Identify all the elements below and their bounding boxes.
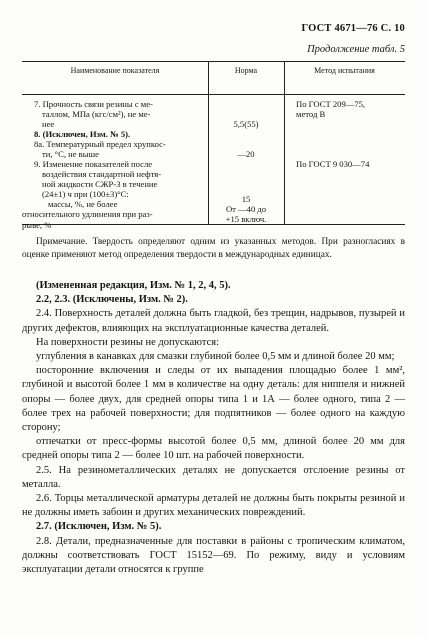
clause-2-4-item: углубления в канавках для смазки глубиной более 0,5 мм и длиной более 20 мм; xyxy=(36,351,395,363)
row-9-name: 9. Изменение показателей после воздействия стандартной нефтя- ной жидкости СЖР-3 в течение (24±1) ч при (100±3)°С: массы, %, не более относительного удлинения при раз- рыве, % xyxy=(22,159,162,230)
column-header-norm: Норма xyxy=(234,66,258,75)
row-9-norm-mass: 15 xyxy=(241,194,251,204)
clause-2-4-intro: На поверхности резины не допускаются: xyxy=(36,336,219,348)
clause-2-7: 2.7. (Исключен, Изм. № 5). xyxy=(36,521,162,533)
clause-2-4-item: посторонние включения и следы от их выпадения площадью более 1 мм², глубиной и высотой более 1 мм в количестве на одну деталь: для ниппеля и нижней опоры — более двух, для средней опоры типа 1 и 1А — более одного, типа 2 — более трех на рабочей поверхности; для подпятников — более одного на каждую сторону; xyxy=(22,365,405,434)
clause-2-4: 2.4. Поверхность деталей должна быть гладкой, без трещин, надрывов, пузырей и других дефектов, влияющих на эксплуатационные качества деталей. xyxy=(22,308,405,334)
row-7-method: По ГОСТ 209—75, метод В xyxy=(296,99,366,120)
table-continuation-label: Продолжение табл. 5 xyxy=(307,44,405,55)
clause-2-6: 2.6. Торцы металлической арматуры деталей не должны быть покрыты резиной и не должны иметь забоин и других механических повреждений. xyxy=(22,493,405,519)
clause-2-2-2-3: 2.2, 2.3. (Исключены, Изм. № 2). xyxy=(36,294,188,306)
column-header-method: Метод испытания xyxy=(314,66,375,75)
clause-2-8: 2.8. Детали, предназначенные для поставки в районы с тропическим климатом, должны соответствовать ГОСТ 15152—69. По режиму, виду и условиям эксплуатации детали относятся к группе xyxy=(22,535,405,576)
row-7-norm: 5,5(55) xyxy=(233,119,259,129)
row-7-name: 7. Прочность связи резины с ме- таллом, МПа (кгс/см²), не ме- нее xyxy=(34,99,153,130)
clause-2-4-item: отпечатки от пресс-формы высотой более 0,5 мм, длиной более 20 мм для средней опоры типа 2 — более 10 шт. на рабочей поверхности. xyxy=(22,436,405,462)
table-top-rule xyxy=(22,61,405,62)
row-9-method: По ГОСТ 9 030—74 xyxy=(296,159,370,169)
table-header-rule xyxy=(22,94,405,95)
amendment-note: (Измененная редакция, Изм. № 1, 2, 4, 5). xyxy=(36,280,231,291)
column-header-name: Наименование показателя xyxy=(70,66,160,75)
table-note: Примечание. Твердость определяют одним из указанных методов. При разногласиях в оценке применяют метод определения твердости в международных единицах. xyxy=(22,237,405,260)
clause-2-5: 2.5. На резинометаллических деталях не допускается отслоение резины от металла. xyxy=(22,464,405,490)
table-col-divider xyxy=(284,61,285,224)
row-9-norm-elong: От —40 до +15 включ. xyxy=(225,204,267,225)
body-text xyxy=(22,279,405,577)
row-8a-norm: —20 xyxy=(237,149,255,159)
page-header-code: ГОСТ 4671—76 С. 10 xyxy=(301,23,405,34)
row-8a-name: 8а. Температурный предел хрупкос- ти, °С, не выше xyxy=(34,139,166,160)
row-8-name: 8. (Исключен, Изм. № 5). xyxy=(34,129,131,139)
